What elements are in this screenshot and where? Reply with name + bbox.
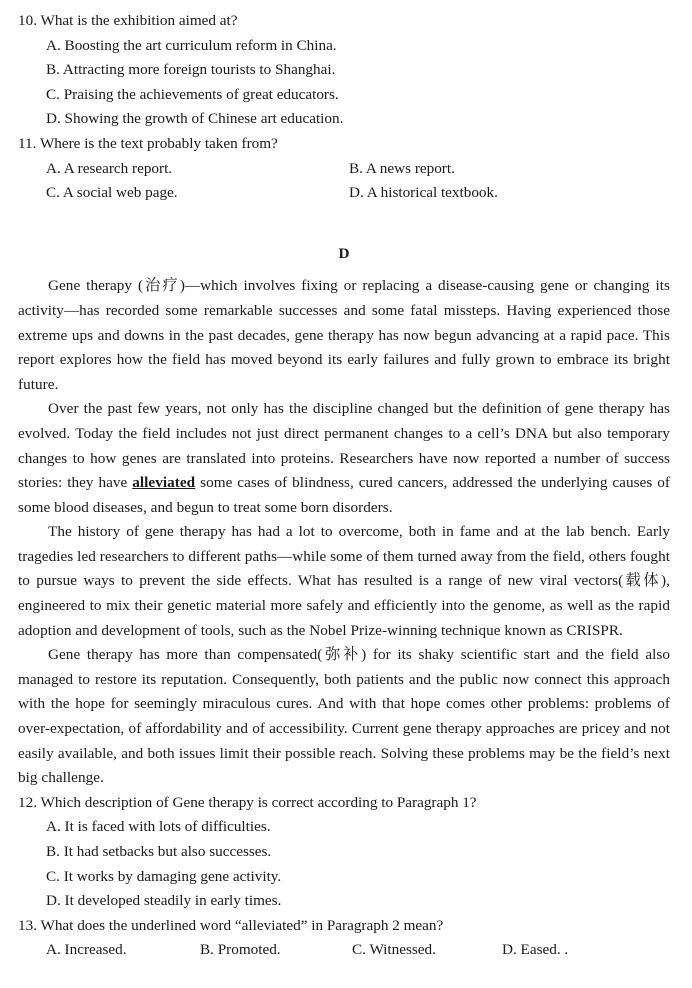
question-12-option-d: D. It developed steadily in early times. xyxy=(46,892,282,910)
question-13-option-a: A. Increased. xyxy=(46,941,127,959)
question-12-option-b: B. It had setbacks but also successes. xyxy=(46,843,272,860)
question-11-text: 11. Where is the text probably taken from? xyxy=(18,134,278,152)
passage xyxy=(18,274,670,790)
paragraph-1: Gene therapy (治疗)—which involves fixing or replacing a disease-causing gene or changing its activity—has recorded some remarkable successes and some fatal missteps. Having experienced those extreme ups and downs in the past decades, gene therapy has now begun advancing at a rapid pace. This report explores how the field has moved beyond its early failures and fully grown to embrace its bright future. xyxy=(18,277,670,393)
question-11-option-c: C. A social web page. xyxy=(46,184,178,202)
question-11-option-d: D. A historical textbook. xyxy=(349,184,498,202)
question-10-option-a: A. Boosting the art curriculum reform in China. xyxy=(46,36,337,54)
question-13-option-d: D. Eased. . xyxy=(502,941,569,959)
question-12-text: 12. Which description of Gene therapy is correct according to Paragraph 1? xyxy=(18,793,477,811)
exam-page xyxy=(18,9,670,963)
question-12-option-a: A. It is faced with lots of difficulties. xyxy=(46,818,271,836)
question-10 xyxy=(18,9,670,132)
question-13-text: 13. What does the underlined word “alleviated” in Paragraph 2 mean? xyxy=(18,916,444,934)
question-13 xyxy=(18,914,670,963)
paragraph-2-text-before: Over the past few years, not only has the discipline changed but the definition of gene therapy has evolved. Today the field includes not just direct permanent changes to a cell’s DNA but also temporary changes to how genes are translated into proteins. Researchers have now reported a number of success stories: they have xyxy=(18,400,670,492)
paragraph-2-text-after: some cases of blindness, cured cancers, addressed the underlying causes of some blood diseases, and begun to treat some born disorders. xyxy=(18,474,671,516)
question-11-option-b: B. A news report. xyxy=(349,159,455,177)
question-10-option-d: D. Showing the growth of Chinese art education. xyxy=(46,110,344,128)
question-13-option-c: C. Witnessed. xyxy=(352,941,436,959)
question-11-option-a: A. A research report. xyxy=(46,159,173,177)
question-12 xyxy=(18,791,670,914)
question-13-option-b: B. Promoted. xyxy=(200,941,281,959)
underlined-word: alleviated xyxy=(132,474,196,492)
question-11 xyxy=(18,132,670,206)
paragraph-3: The history of gene therapy has had a lot to overcome, both in fame and at the lab bench. Early tragedies led researchers to different paths—while some of them turned away from the field, others fought to pursue ways to prevent the side effects. What has resulted is a range of new viral vectors(载体), engineered to mix their genetic material more safely and efficiently into the genome, as well as the rapid adoption and development of tools, such as the Nobel Prize-winning technique known as CRISPR. xyxy=(18,523,670,639)
paragraph-4: Gene therapy has more than compensated(弥补) for its shaky scientific start and the field also managed to restore its reputation. Consequently, both patients and the public now connect this approach with the hope for seemingly miraculous cures. And with that hope comes other problems: problems of over-expectation, of affordability and of accessibility. Current gene therapy approaches are pricey and not easily available, and both issues limit their possible reach. Solving these problems may be the field’s next big challenge. xyxy=(18,646,670,787)
question-10-option-c: C. Praising the achievements of great educators. xyxy=(46,85,339,103)
paragraph-2 xyxy=(18,397,670,520)
section-title: D xyxy=(338,244,350,262)
question-10-text: 10. What is the exhibition aimed at? xyxy=(18,12,238,29)
question-10-option-b: B. Attracting more foreign tourists to Shanghai. xyxy=(46,61,336,79)
question-12-option-c: C. It works by damaging gene activity. xyxy=(46,867,282,885)
